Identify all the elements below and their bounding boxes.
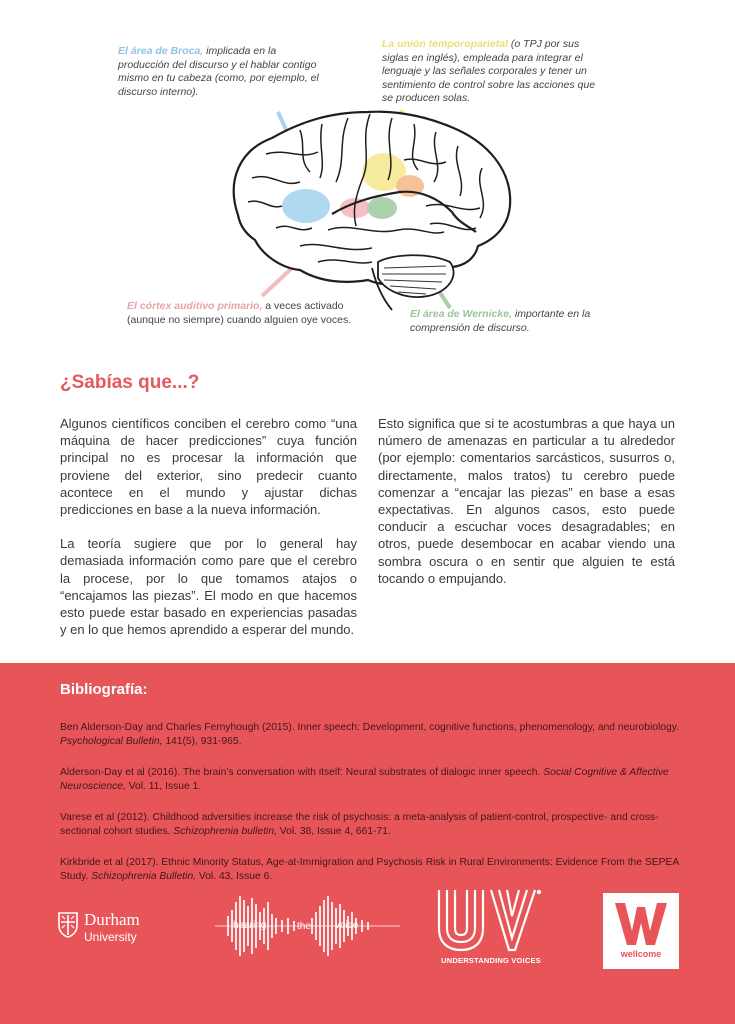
brain-diagram [0,0,735,350]
callout-tpj-text: (o TPJ por sus siglas en inglés), empleada para integrar el lenguaje y las señales corporales y tener un sentimiento de control sobre las acciones que se producen solas. [382,38,596,104]
reference-list [60,721,680,901]
callout-tpj [382,38,600,106]
cerebellum [378,255,454,297]
htv-word: voice [335,920,359,931]
broca-area [282,189,330,223]
reference-text: Alderson-Day et al (2016). The brain’s conversation with itself: Neural substrates of dialogic inner speech. [60,767,544,778]
reference-journal: Schizophrenia Bulletin, [91,871,197,882]
callout-tpj-highlight: La unión temporoparietal [382,38,509,50]
logo-strip [0,888,735,978]
callout-wernicke-text: importante en la comprensión de discurso. [410,308,591,334]
durham-logo-name: Durham [84,910,140,929]
reference-item [60,766,680,794]
reference-item [60,721,680,749]
reference-details: Vol. 43, Issue 6. [196,871,273,882]
reference-details: Vol. 38, Issue 4, 661-71. [276,826,391,837]
reference-text: Ben Alderson-Day and Charles Fernyhough (2015). Inner speech: Development, cognitive functions, phenomenology, and neurobiology. [60,722,679,733]
durham-university-logo [58,910,168,960]
body-paragraph: Esto significa que si te acostumbras a que haya un número de amenazas en particular a tu alrededor (por ejemplo: comentarios sarcásticos, susurros o, directamente, malos tratos) tu cerebro puede comenzar a “encajar las piezas” en base a esas expectativas. En algunos casos, esto puede conducir a escuchar voces desagradables; en otros, puede desembocar en acabar viendo una sombra oscura o en sentir que alguien te está tocando o empujando. [378,416,675,586]
uv-logo-caption: UNDERSTANDING VOICES [441,956,541,965]
callout-auditory-highlight: El córtex auditivo primario, [127,300,263,312]
htv-word: the [297,921,311,932]
hearing-the-voice-logo [215,888,400,968]
callout-broca-text: implicada en la producción del discurso y el hablar contigo mismo en tu cabeza (como, por ejemplo, el discurso interno). [118,45,319,98]
wernicke-area [367,197,397,219]
reference-journal: Schizophrenia bulletin, [173,826,277,837]
durham-logo-sub: University [84,930,137,944]
reference-details: 141(5), 931-965. [162,736,242,747]
reference-journal: Social Cognitive & Affective Neuroscience, [60,767,669,792]
callout-wernicke [410,308,630,335]
understanding-voices-logo [435,888,547,968]
callout-wernicke-highlight: El área de Wernicke, [410,308,512,320]
body-paragraph: Algunos científicos conciben el cerebro como “una máquina de hacer predicciones” cuya función principal no es procesar la información que proviene del exterior, sino predecir cuanto acontece en el mundo y ajustar dichas predicciones en base a la nueva información. [60,416,357,518]
htv-word: hearing [233,920,267,931]
durham-crest-icon [58,912,78,938]
uv-monogram-icon [435,888,547,954]
reference-item [60,811,680,839]
body-column-left [60,415,357,655]
body-column-right [378,415,675,604]
callout-broca [118,45,328,99]
callout-auditory-text: a veces activado (aunque no siempre) cuando alguien oye voces. [127,300,352,326]
reference-journal: Psychological Bulletin, [60,736,163,747]
callout-auditory [127,300,357,327]
brain-illustration [0,0,735,350]
body-paragraph: La teoría sugiere que por lo general hay demasiada información como pare que el cerebro la procese, por lo que tomamos atajos o “encajamos las piezas”. El modo en que hacemos esto puede estar basado en experiencias pasadas y en lo que hemos aprendido a esperar del mundo. [60,536,357,638]
bibliography-title: Bibliografía: [60,681,148,698]
wellcome-logo [603,893,679,969]
reference-details: Vol. 11, Issue 1. [125,781,202,792]
section-title: ¿Sabías que...? [60,372,200,393]
reference-item [60,856,680,884]
wellcome-w-icon [603,893,679,953]
reference-text: Kirkbride et al (2017). Ethnic Minority Status, Age-at-Immigration and Psychosis Risk in Rural Environments: Evidence From the SEPEA Study. [60,857,679,882]
callout-broca-highlight: El área de Broca, [118,45,204,57]
bibliography-band [0,663,735,1024]
wellcome-logo-name: wellcome [620,949,662,959]
reference-text: Varese et al (2012). Childhood adversities increase the risk of psychosis: a meta-analysis of patient-control, prospective- and cross-sectional cohort studies. [60,812,659,837]
